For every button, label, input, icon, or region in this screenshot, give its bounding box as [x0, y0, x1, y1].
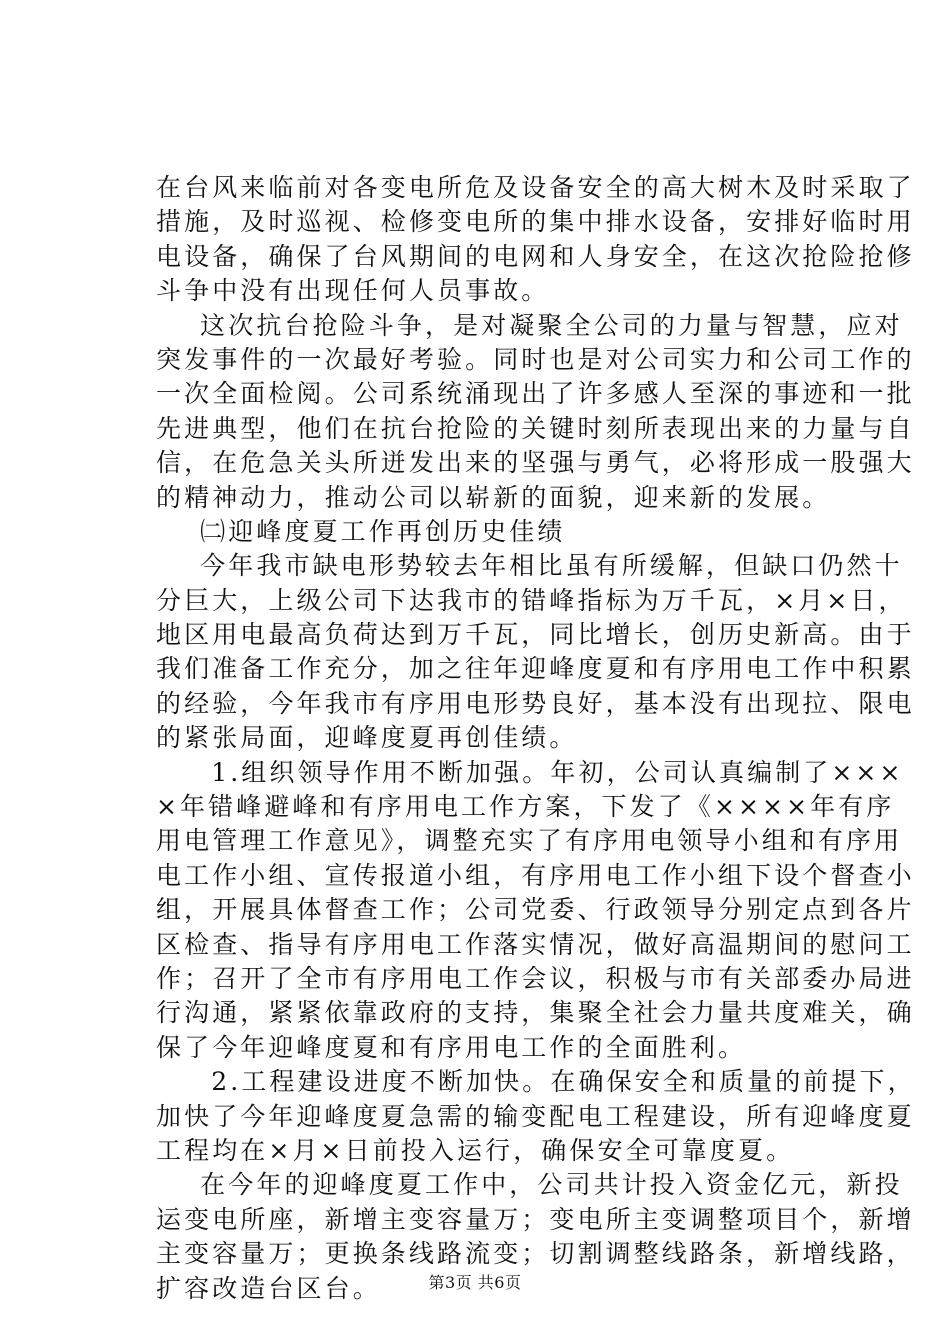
text-line: 这次抗台抢险斗争，是对凝聚全公司的力量与智慧，应对: [156, 310, 903, 340]
text-line: 一次全面检阅。公司系统涌现出了许多感人至深的事迹和一批: [156, 379, 915, 409]
text-line: 运变电所座，新增主变容量万；变电所主变调整项目个，新增: [156, 1204, 915, 1234]
text-line: 措施，及时巡视、检修变电所的集中排水设备，安排好临时用: [156, 207, 915, 237]
text-line: 先进典型，他们在抗台抢险的关键时刻所表现出来的力量与自: [156, 413, 915, 443]
text-line: 主变容量万；更换条线路流变；切割调整线路条，新增线路，: [156, 1239, 915, 1269]
text-line: 作；召开了全市有序用电工作会议，积极与市有关部委办局进: [156, 963, 915, 993]
text-line: 组，开展具体督查工作；公司党委、行政领导分别定点到各片: [156, 895, 915, 925]
section-heading: ㈡迎峰度夏工作再创历史佳绩: [156, 516, 566, 546]
text-line: 的紧张局面，迎峰度夏再创佳绩。: [156, 723, 578, 753]
body-text: [156, 171, 916, 1306]
text-line: 保了今年迎峰度夏和有序用电工作的全面胜利。: [156, 1032, 747, 1062]
text-line: 地区用电最高负荷达到万千瓦，同比增长，创历史新高。由于: [156, 620, 915, 650]
text-line: 扩容改造台区台。: [156, 1273, 381, 1303]
text-line: 的精神动力，推动公司以崭新的面貌，迎来新的发展。: [156, 482, 831, 512]
text-line: 的经验，今年我市有序用电形势良好，基本没有出现拉、限电: [156, 688, 915, 718]
text-line: 分巨大，上级公司下达我市的错峰指标为万千瓦，×月×日，: [156, 585, 907, 615]
text-line: 工程均在×月×日前投入运行，确保安全可靠度夏。: [156, 1135, 795, 1165]
text-line: 加快了今年迎峰度夏急需的输变配电工程建设，所有迎峰度夏: [156, 1101, 915, 1131]
text-line: 1.组织领导作用不断加强。年初，公司认真编制了×××: [156, 757, 904, 787]
text-line: 斗争中没有出现任何人员事故。: [156, 276, 550, 306]
text-line: 信，在危急关头所迸发出来的坚强与勇气，必将形成一股强大: [156, 448, 915, 478]
page-number-footer: 第3页 共6页: [428, 1273, 522, 1292]
text-line: 今年我市缺电形势较去年相比虽有所缓解，但缺口仍然十: [156, 551, 903, 581]
text-line: 区检查、指导有序用电工作落实情况，做好高温期间的慰问工: [156, 929, 915, 959]
text-line: 在今年的迎峰度夏工作中，公司共计投入资金亿元，新投: [156, 1170, 903, 1200]
text-line: 在台风来临前对各变电所危及设备安全的高大树木及时采取了: [156, 173, 915, 202]
text-line: 用电管理工作意见》，调整充实了有序用电领导小组和有序用: [156, 826, 903, 856]
text-line: 电工作小组、宣传报道小组，有序用电工作小组下设个督查小: [156, 860, 915, 890]
text-line: 行沟通，紧紧依靠政府的支持，集聚全社会力量共度难关，确: [156, 998, 915, 1028]
text-line: 2.工程建设进度不断加快。在确保安全和质量的前提下，: [156, 1067, 916, 1097]
text-line: 突发事件的一次最好考验。同时也是对公司实力和公司工作的: [156, 344, 915, 374]
text-line: 我们准备工作充分，加之往年迎峰度夏和有序用电工作中积累: [156, 654, 915, 684]
text-line: ×年错峰避峰和有序用电工作方案，下发了《××××年有序: [156, 792, 895, 822]
text-line: 电设备，确保了台风期间的电网和人身安全，在这次抢险抢修: [156, 241, 915, 271]
